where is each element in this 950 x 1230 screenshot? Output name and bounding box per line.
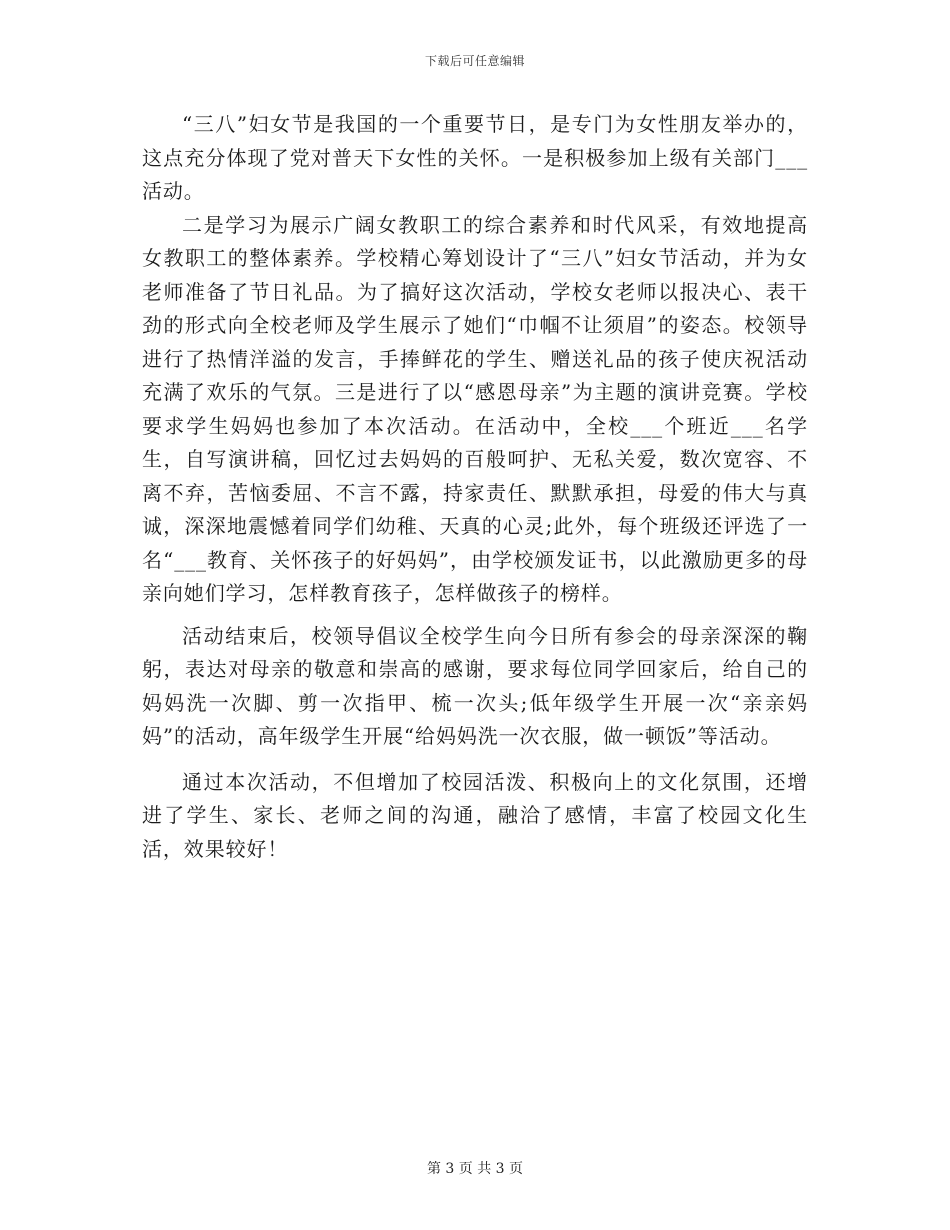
paragraph-3: 活动结束后，校领导倡议全校学生向今日所有参会的母亲深深的鞠躬，表达对母亲的敬意和崇高的感谢，要求每位同学回家后，给自己的妈妈洗一次脚、剪一次指甲、梳一次头;低年级学生开展一次“亲亲妈妈”的活动，高年级学生开展“给妈妈洗一次衣服，做一顿饭”等活动。 <box>142 623 808 748</box>
paragraph-4: 通过本次活动，不但增加了校园活泼、积极向上的文化氛围，还增进了学生、家长、老师之间的沟通，融洽了感情，丰富了校园文化生活，效果较好！ <box>142 769 808 861</box>
document-body <box>142 108 808 866</box>
page-header: 下载后可任意编辑 <box>424 54 525 68</box>
paragraph-2: 二是学习为展示广阔女教职工的综合素养和时代风采，有效地提高女教职工的整体素养。学校精心筹划设计了“三八”妇女节活动，并为女老师准备了节日礼品。为了搞好这次活动，学校女老师以报决心、表干劲的形式向全校老师及学生展示了她们“巾帼不让须眉”的姿态。校领导进行了热情洋溢的发言，手捧鲜花的学生、赠送礼品的孩子使庆祝活动充满了欢乐的气氛。三是进行了以“感恩母亲”为主题的演讲竞赛。学校要求学生妈妈也参加了本次活动。在活动中，全校___个班近___名学生，自写演讲稿，回忆过去妈妈的百般呵护、无私关爱，数次宽容、不离不弃，苦恼委屈、不言不露，持家责任、默默承担，母爱的伟大与真诚，深深地震憾着同学们幼稚、天真的心灵;此外，每个班级还评选了一名“___教育、关怀孩子的好妈妈”，由学校颁发证书，以此激励更多的母亲向她们学习，怎样教育孩子，怎样做孩子的榜样。 <box>142 212 808 605</box>
paragraph-1: “三八”妇女节是我国的一个重要节日，是专门为女性朋友举办的，这点充分体现了党对普天下女性的关怀。一是积极参加上级有关部门___活动。 <box>142 112 808 203</box>
page-footer: 第 3 页 共 3 页 <box>426 1161 524 1177</box>
